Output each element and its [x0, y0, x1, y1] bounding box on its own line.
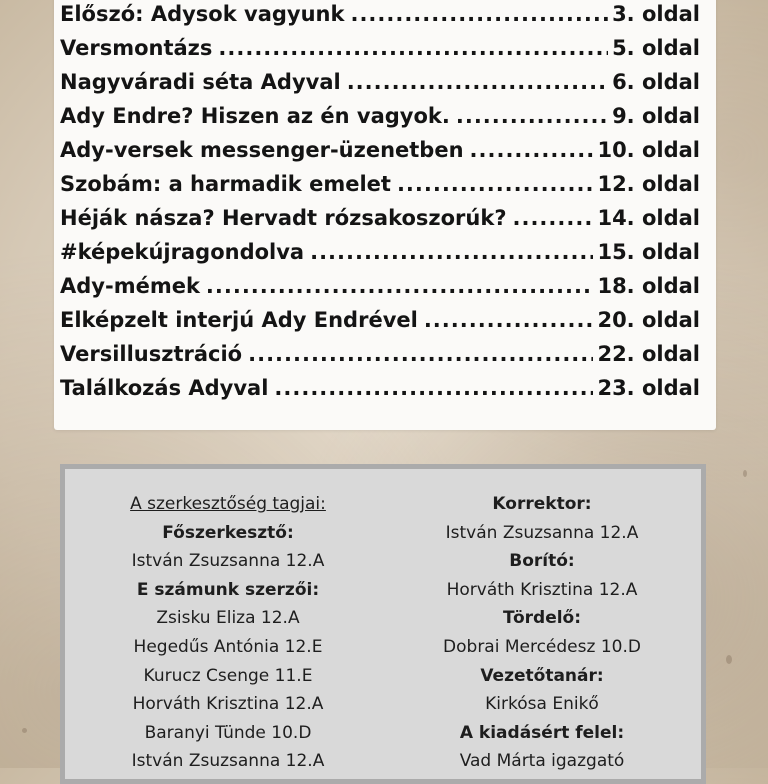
toc-entry-page: 5. oldal [612, 36, 700, 60]
toc-entry [60, 342, 700, 376]
author-name: Horváth Krisztina 12.A [132, 694, 324, 715]
paper-stain [743, 470, 747, 477]
paper-stain [726, 655, 732, 664]
author-name: István Zsuzsanna 12.A [131, 751, 325, 772]
authors-label: E számunk szerzői: [136, 579, 320, 600]
toc-dot-leader [347, 70, 608, 94]
author-name: Zsisku Eliza 12.A [156, 608, 300, 629]
toc-entry [60, 274, 700, 308]
toc-entry-page: 9. oldal [612, 104, 700, 128]
toc-entry-page: 23. oldal [597, 376, 700, 400]
editor-label: Főszerkesztő: [162, 522, 294, 543]
toc-entry-page: 3. oldal [612, 2, 700, 26]
toc-entry-title: Versmontázs [60, 36, 213, 60]
toc-dot-leader [513, 206, 594, 230]
author-name: Kurucz Csenge 11.E [143, 665, 313, 686]
toc-entry-title: Előszó: Adysok vagyunk [60, 2, 345, 26]
toc-dot-leader [310, 240, 593, 264]
cover-name: Horváth Krisztina 12.A [446, 579, 638, 600]
author-name: Hegedűs Antónia 12.E [133, 636, 323, 657]
toc-dot-leader [470, 138, 594, 162]
staff-column-left [68, 490, 388, 776]
toc-dot-leader [397, 172, 594, 196]
toc-entry [60, 240, 700, 274]
toc-dot-leader [248, 342, 593, 366]
toc-entry [60, 172, 700, 206]
toc-entry-title: Nagyváradi séta Adyval [60, 70, 341, 94]
toc-entry [60, 376, 700, 410]
toc-entry [60, 308, 700, 342]
toc-entry-page: 14. oldal [597, 206, 700, 230]
toc-entry-title: #képekújragondolva [60, 240, 305, 264]
author-name: Baranyi Tünde 10.D [144, 722, 312, 743]
teacher-name: Kirkósa Enikő [485, 694, 599, 715]
toc-entry-page: 10. oldal [597, 138, 700, 162]
staff-heading: A szerkesztőség tagjai: [130, 494, 326, 514]
editor-name: István Zsuzsanna 12.A [131, 551, 325, 572]
layout-name: Dobrai Mercédesz 10.D [443, 636, 641, 657]
publisher-name: Vad Márta igazgató [459, 751, 625, 772]
toc-entry-title: Ady-versek messenger-üzenetben [60, 138, 464, 162]
toc-entry-title: Versillusztráció [60, 342, 243, 366]
toc-entry [60, 2, 700, 36]
toc-entry-title: Szobám: a harmadik emelet [60, 172, 391, 196]
toc-entry [60, 206, 700, 240]
toc-entry-page: 20. oldal [597, 308, 700, 332]
toc-entry-page: 15. oldal [597, 240, 700, 264]
toc-entry [60, 70, 700, 104]
toc-dot-leader [274, 376, 593, 400]
proofreader-label: Korrektor: [492, 494, 592, 514]
toc-dot-leader [206, 274, 594, 298]
toc-dot-leader [456, 104, 608, 128]
toc-entry-page: 6. oldal [612, 70, 700, 94]
toc-entry-page: 18. oldal [597, 274, 700, 298]
toc-dot-leader [218, 36, 608, 60]
publisher-label: A kiadásért felel: [459, 722, 625, 743]
toc-entry [60, 36, 700, 70]
cover-label: Borító: [509, 551, 575, 572]
teacher-label: Vezetőtanár: [480, 665, 604, 686]
toc-entry-title: Ady-mémek [60, 274, 200, 298]
toc-entry [60, 138, 700, 172]
toc-entry-title: Találkozás Adyval [60, 376, 269, 400]
layout-label: Tördelő: [502, 608, 582, 629]
proofreader-name: István Zsuzsanna 12.A [445, 522, 639, 543]
toc-dot-leader [350, 2, 608, 26]
toc-entry-title: Ady Endre? Hiszen az én vagyok. [60, 104, 450, 128]
toc-entry-page: 22. oldal [597, 342, 700, 366]
toc-entry-page: 12. oldal [597, 172, 700, 196]
staff-column-right [382, 490, 702, 776]
toc-entry-title: Héják násza? Hervadt rózsakoszorúk? [60, 206, 507, 230]
toc-entry [60, 104, 700, 138]
toc-entry-title: Elképzelt interjú Ady Endrével [60, 308, 418, 332]
toc-dot-leader [424, 308, 594, 332]
paper-stain [22, 728, 27, 733]
